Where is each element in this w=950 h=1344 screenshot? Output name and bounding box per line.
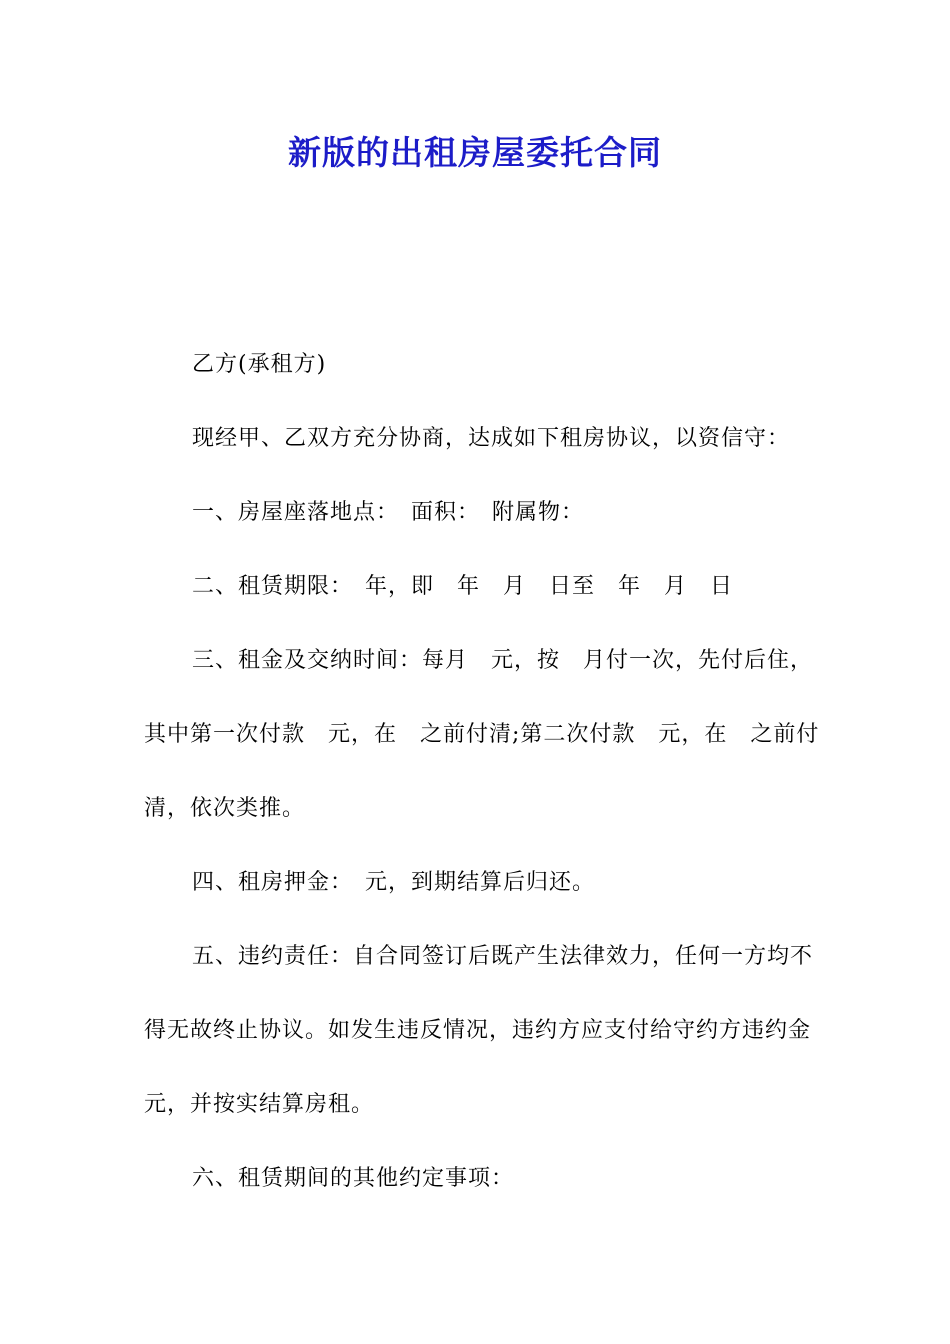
paragraph-clause-4-deposit: 四、租房押金： 元，到期结算后归还。 [192,870,596,895]
paragraph-party-b: 乙方(承租方) [192,352,327,377]
paragraph-clause-6-other: 六、租赁期间的其他约定事项： [192,1166,515,1191]
paragraph-clause-3-rent: 三、租金及交纳时间：每月 元，按 月付一次，先付后住，其中第一次付款 元，在 之前付清;第二次付款 元，在 之前付清，依次类推。 [144,648,820,821]
document-body [144,328,834,1216]
paragraph-clause-2-term: 二、租赁期限： 年，即 年 月 日至 年 月 日 [192,574,734,599]
paragraph-preamble: 现经甲、乙双方充分协商，达成如下租房协议，以资信守： [192,426,791,451]
document-title: 新版的出租房屋委托合同 [288,133,662,172]
paragraph-clause-1-location: 一、房屋座落地点： 面积： 附属物： [192,500,585,525]
paragraph-clause-5-liability: 五、违约责任：自合同签订后既产生法律效力，任何一方均不得无故终止协议。如发生违反情况，违约方应支付给守约方违约金 元，并按实结算房租。 [144,944,835,1117]
